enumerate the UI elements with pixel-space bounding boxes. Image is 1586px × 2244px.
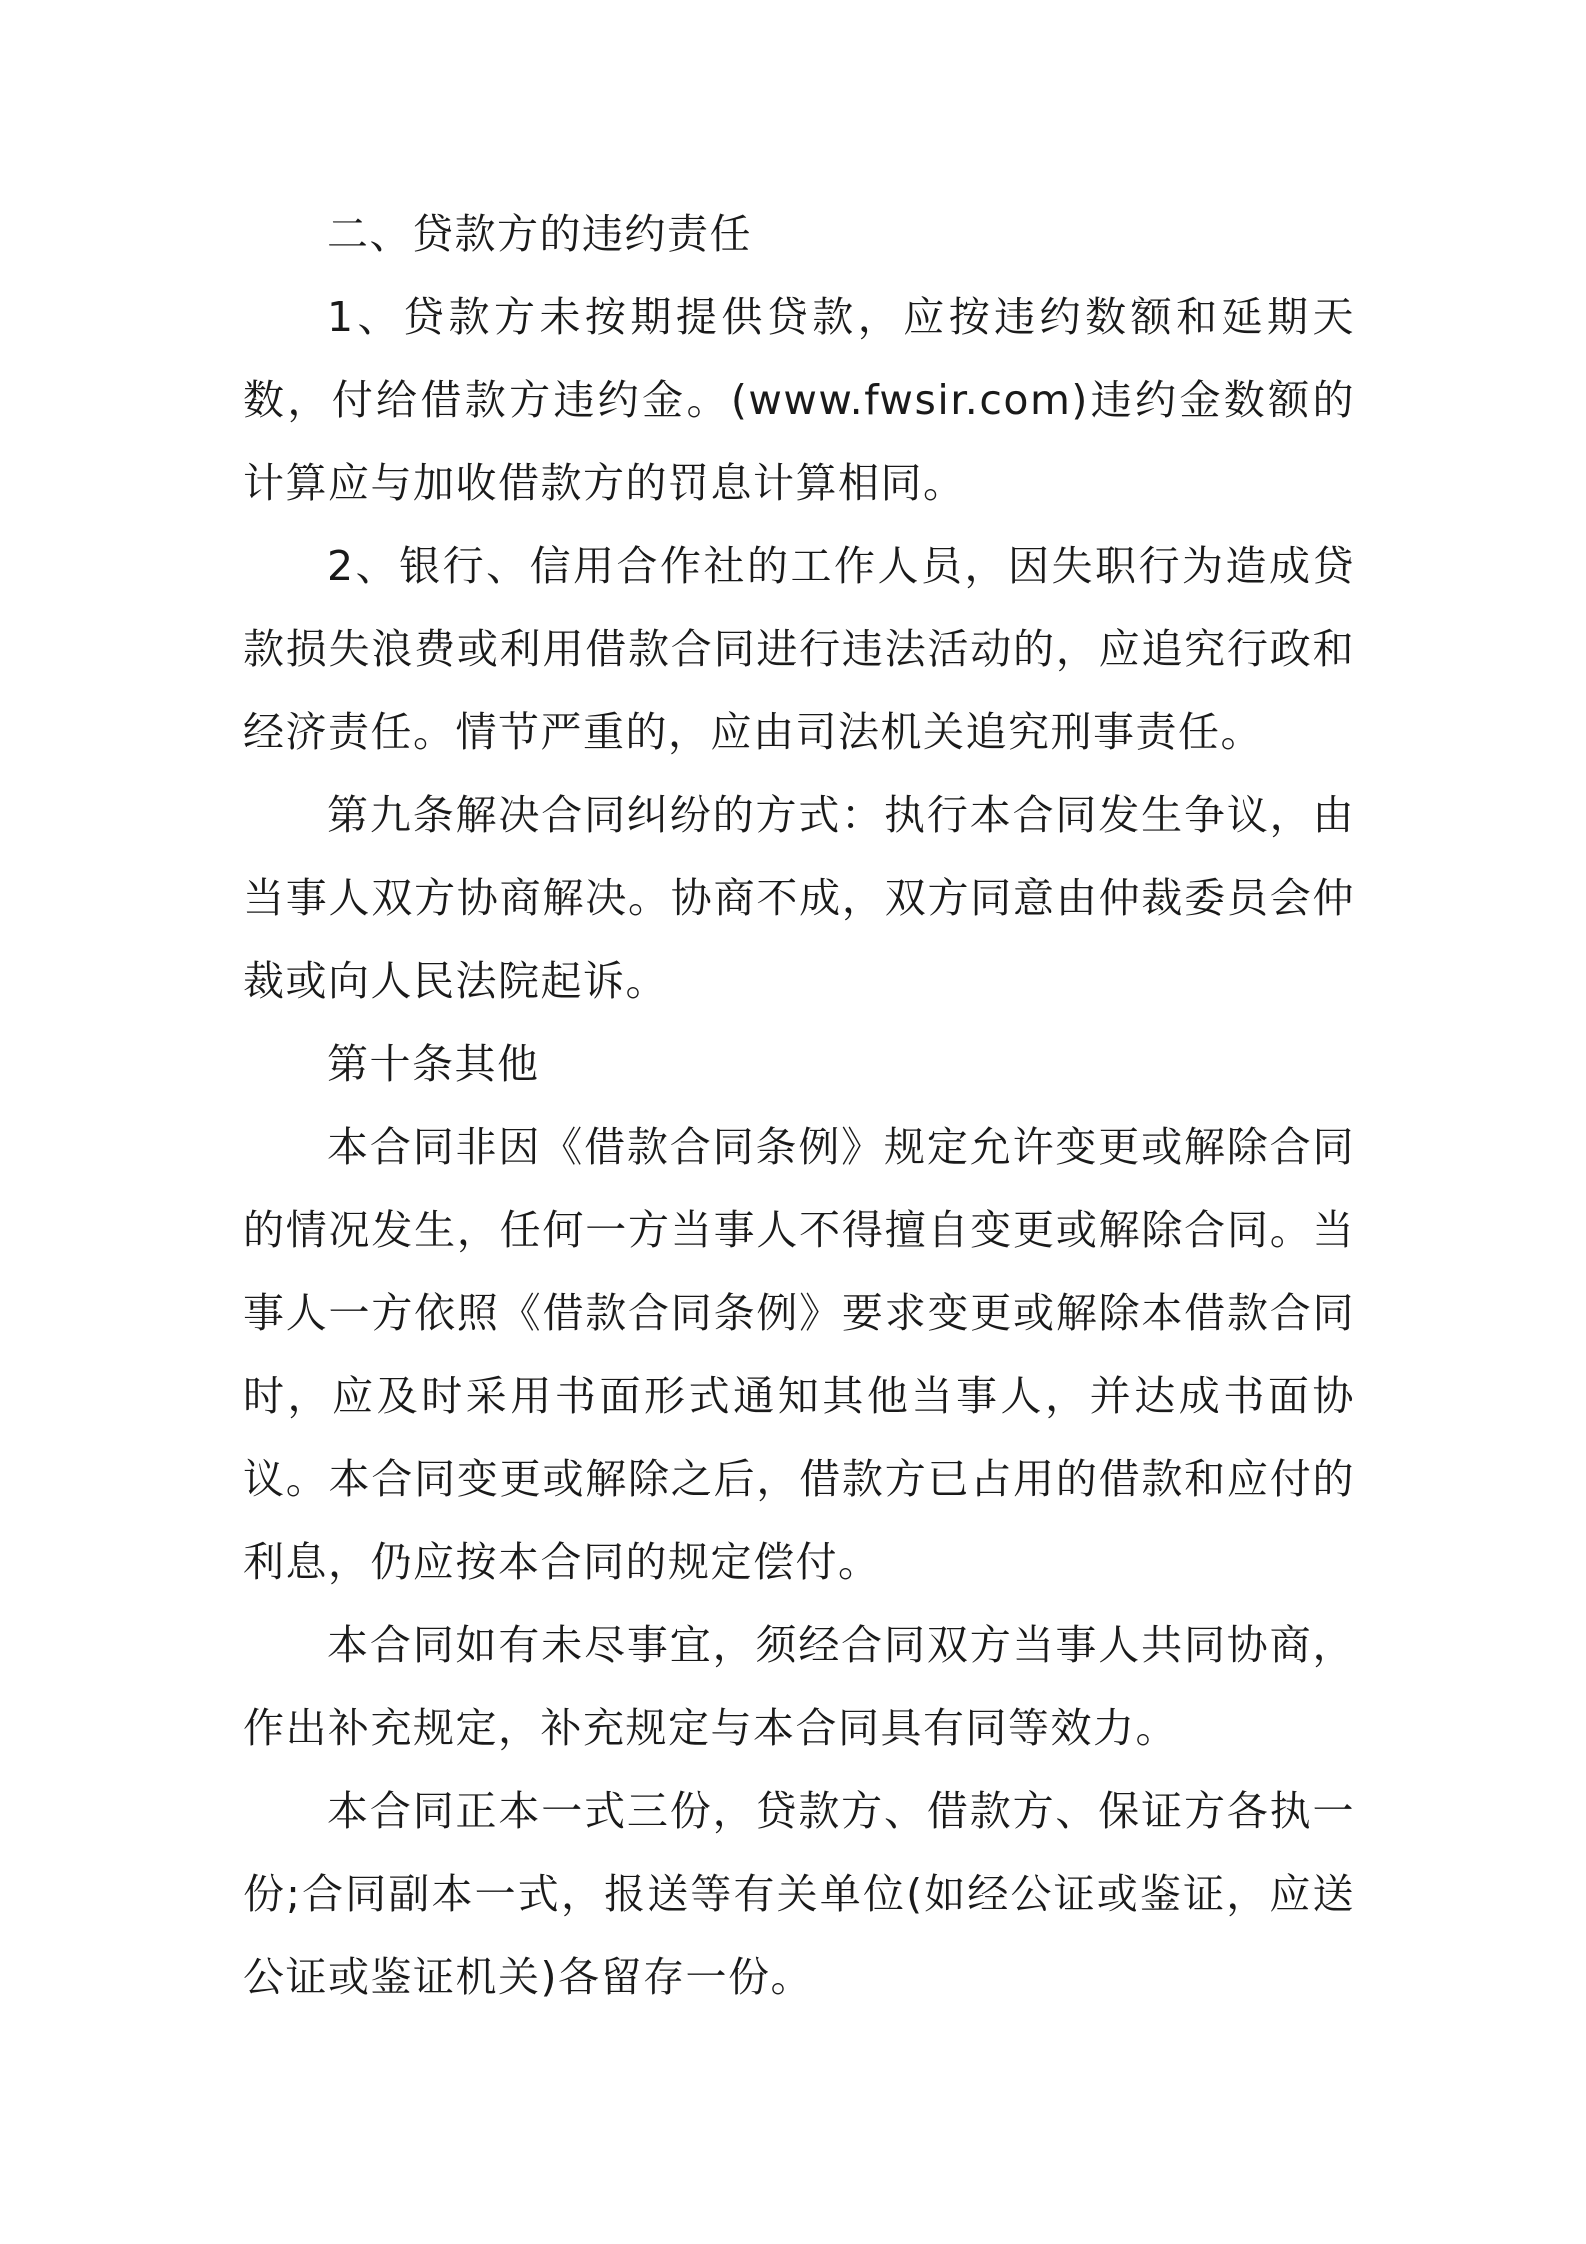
section-heading-article-10: 第十条其他 [327,1040,540,1088]
paragraph-clause-1: 1、贷款方未按期提供贷款，应按违约数额和延期天数，付给借款方违约金。(www.fwsir.com)违约金数额的计算应与加收借款方的罚息计算相同。 [243,293,1355,507]
paragraph-article-9: 第九条解决合同纠纷的方式：执行本合同发生争议，由当事人双方协商解决。协商不成，双方同意由仲裁委员会仲裁或向人民法院起诉。 [243,791,1355,1005]
paragraph-supplementary: 本合同如有未尽事宜，须经合同双方当事人共同协商，作出补充规定，补充规定与本合同具有同等效力。 [243,1621,1355,1752]
document-body [243,193,1355,2019]
paragraph-article-10-body: 本合同非因《借款合同条例》规定允许变更或解除合同的情况发生，任何一方当事人不得擅自变更或解除合同。当事人一方依照《借款合同条例》要求变更或解除本借款合同时，应及时采用书面形式通知其他当事人，并达成书面协议。本合同变更或解除之后，借款方已占用的借款和应付的利息，仍应按本合同的规定偿付。 [243,1123,1355,1586]
paragraph-copies: 本合同正本一式三份，贷款方、借款方、保证方各执一份;合同副本一式，报送等有关单位(如经公证或鉴证，应送公证或鉴证机关)各留存一份。 [243,1787,1355,2001]
paragraph-clause-2: 2、银行、信用合作社的工作人员，因失职行为造成贷款损失浪费或利用借款合同进行违法活动的，应追究行政和经济责任。情节严重的，应由司法机关追究刑事责任。 [243,542,1355,756]
section-heading-lender-liability: 二、贷款方的违约责任 [327,210,752,258]
